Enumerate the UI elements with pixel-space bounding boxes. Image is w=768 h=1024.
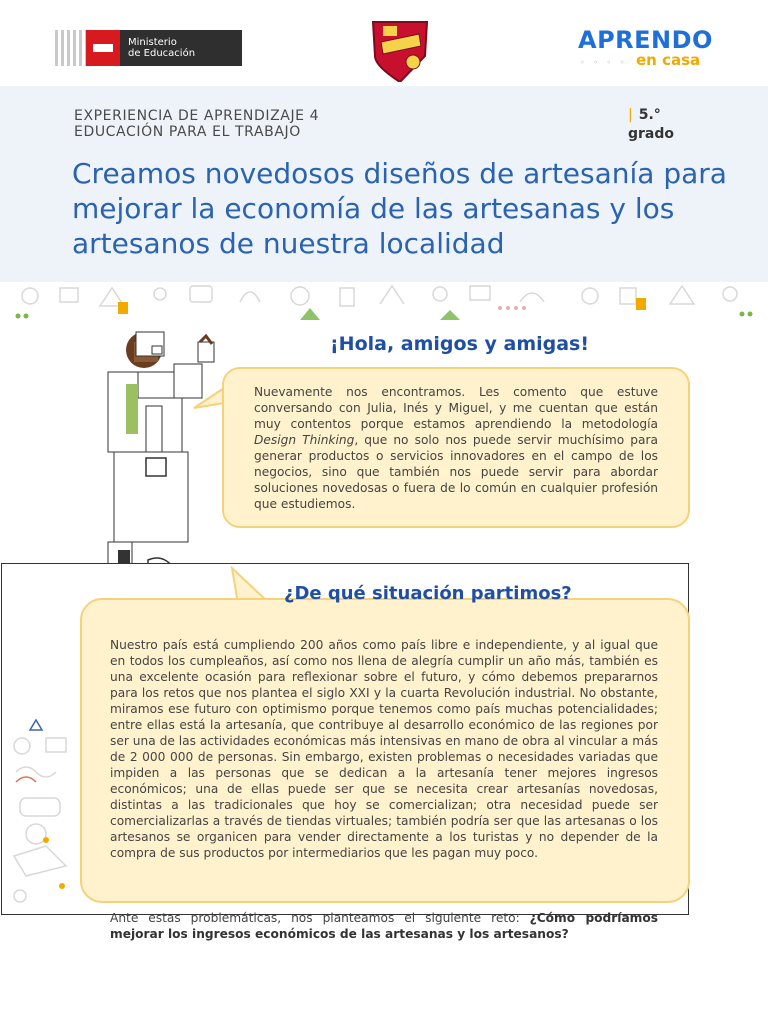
peru-flag-icon bbox=[86, 30, 120, 66]
ministry-line1: Ministerio bbox=[128, 37, 177, 48]
greeting-text bbox=[254, 384, 658, 512]
greeting-text-part1: Nuevamente nos encontramos. Les comento que estuve conversando con Julia, Inés y Miguel, y me cuentan que están muy contentos porque estamos aprendiendo la metodología bbox=[254, 385, 658, 431]
greeting-text-part2: , que no solo nos puede servir muchísimo para generar productos o servicios innovadores en el campo de los negocios, sino que también nos puede servir para abordar soluciones novedosas o fuera de lo común en cualquier profesión que estudiemos. bbox=[254, 433, 658, 511]
school-crest-icon bbox=[369, 16, 431, 82]
aprendo-dots-icon: ◦ ◦ ◦ ◦ bbox=[580, 58, 628, 67]
challenge-question: ¿Cómo podríamos mejorar los ingresos económicos de las artesanas y los artesanos? bbox=[110, 911, 659, 941]
decorative-doodles-icon bbox=[0, 282, 768, 322]
subject-name: EDUCACIÓN PARA EL TRABAJO bbox=[74, 124, 301, 140]
en-casa-logo: en casa bbox=[636, 51, 701, 69]
grade-indicator bbox=[628, 106, 674, 144]
challenge-paragraph bbox=[110, 910, 658, 942]
grade-bar-icon: | bbox=[628, 107, 633, 123]
greeting-heading: ¡Hola, amigos y amigas! bbox=[330, 333, 590, 355]
ministry-line2: de Educación bbox=[128, 48, 196, 59]
character-illustration-icon bbox=[104, 328, 222, 578]
aprendo-logo: APRENDO bbox=[578, 26, 713, 54]
experience-info bbox=[74, 108, 319, 140]
situation-heading: ¿De qué situación partimos? bbox=[284, 583, 572, 604]
grade-label: grado bbox=[628, 126, 675, 142]
grade-number: 5.° bbox=[638, 107, 661, 123]
ministry-logo-stripes bbox=[52, 30, 86, 66]
ministry-logo bbox=[52, 30, 242, 66]
experience-number: EXPERIENCIA DE APRENDIZAJE 4 bbox=[74, 108, 320, 124]
challenge-intro: Ante estas problemáticas, nos planteamos el siguiente reto: bbox=[110, 911, 530, 925]
design-thinking-term: Design Thinking bbox=[254, 433, 355, 447]
page-title: Creamos novedosos diseños de artesanía para mejorar la economía de las artesanas y los artesanos de nuestra localidad bbox=[72, 157, 727, 260]
situation-text: Nuestro país está cumpliendo 200 años como país libre e independiente, y al igual que en todos los cumpleaños, así como nos llena de alegría cumplir un año más, también es una excelente ocasión para reflexionar sobre el futuro, y cómo debemos prepararnos para los retos que nos plantea el siglo XXI y la cuarta Revolución industrial. No obstante, miramos ese futuro con optimismo porque tenemos como país muchas potencialidades; entre ellas está la artesanía, que contribuye al desarrollo económico de las regiones por ser una de las actividades económicas más intensivas en mano de obra al vincular a más de 2 000 000 de personas. Sin embargo, existen problemas o necesidades variadas que impiden a las personas que se dedican a la artesanía tener mejores ingresos económicos; una de ellas puede ser que se necesita crear artesanías novedosas, distintas a las tradicionales que hoy se comercializan; otra necesidad puede ser comercializarlas a través de tiendas virtuales; también podría ser que las artesanas o los artesanos se organicen para vender directamente a los turistas y no depender de la compra de sus productos por intermediarios que les pagan muy poco. bbox=[110, 638, 658, 860]
side-doodles-icon bbox=[6, 716, 80, 906]
ministry-name bbox=[120, 37, 195, 59]
